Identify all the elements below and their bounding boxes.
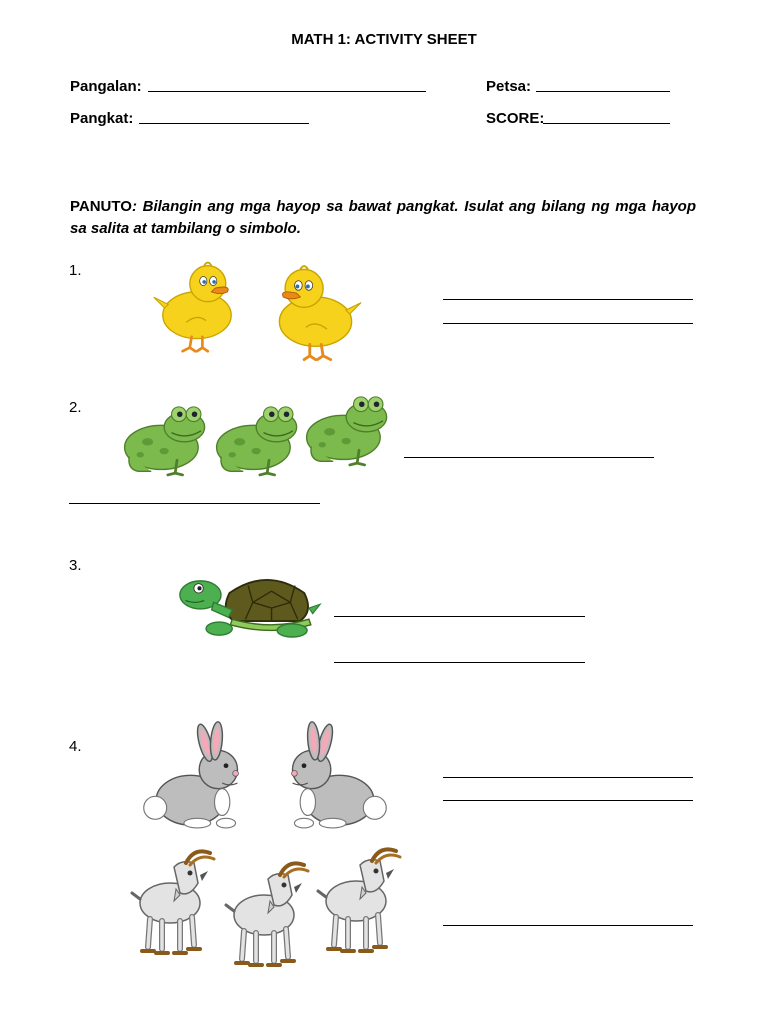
instructions: [70, 196, 696, 240]
item-number-2: 2.: [69, 399, 82, 416]
item-number-3: 3.: [69, 557, 82, 574]
answer-line-4-words[interactable]: [443, 777, 693, 778]
score-field[interactable]: [543, 123, 670, 124]
name-label: Pangalan:: [70, 78, 142, 95]
answer-line-3-words[interactable]: [334, 616, 585, 617]
rabbit-icon: [138, 728, 248, 836]
answer-line-2-number[interactable]: [69, 503, 320, 504]
answer-line-1-number[interactable]: [443, 323, 693, 324]
duck-icon: [268, 264, 363, 364]
frog-icon: [212, 400, 304, 480]
goat-icon: [130, 852, 220, 958]
page-title: MATH 1: ACTIVITY SHEET: [291, 31, 477, 48]
goat-icon: [224, 864, 314, 970]
answer-line-4-number[interactable]: [443, 800, 693, 801]
duck-icon: [152, 258, 242, 358]
answer-line-5[interactable]: [443, 925, 693, 926]
goat-icon: [316, 850, 406, 956]
turtle-icon: [178, 570, 323, 646]
date-field[interactable]: [536, 91, 670, 92]
group-field[interactable]: [139, 123, 309, 124]
name-field[interactable]: [148, 91, 426, 92]
answer-line-1-words[interactable]: [443, 299, 693, 300]
instructions-text: : Bilangin ang mga hayop sa bawat pangkat. Isulat ang bilang ng mga hayop sa salita at tambilang o simbolo.: [70, 198, 696, 237]
score-label: SCORE:: [486, 110, 545, 127]
instructions-lead: PANUTO: [70, 198, 132, 215]
date-label: Petsa:: [486, 78, 532, 95]
frog-icon: [120, 400, 212, 480]
item-number-4: 4.: [69, 738, 82, 755]
frog-icon: [302, 390, 394, 470]
answer-line-2-words[interactable]: [404, 457, 654, 458]
rabbit-icon: [282, 728, 392, 836]
item-number-1: 1.: [69, 262, 82, 279]
group-label: Pangkat:: [70, 110, 134, 127]
answer-line-3-number[interactable]: [334, 662, 585, 663]
